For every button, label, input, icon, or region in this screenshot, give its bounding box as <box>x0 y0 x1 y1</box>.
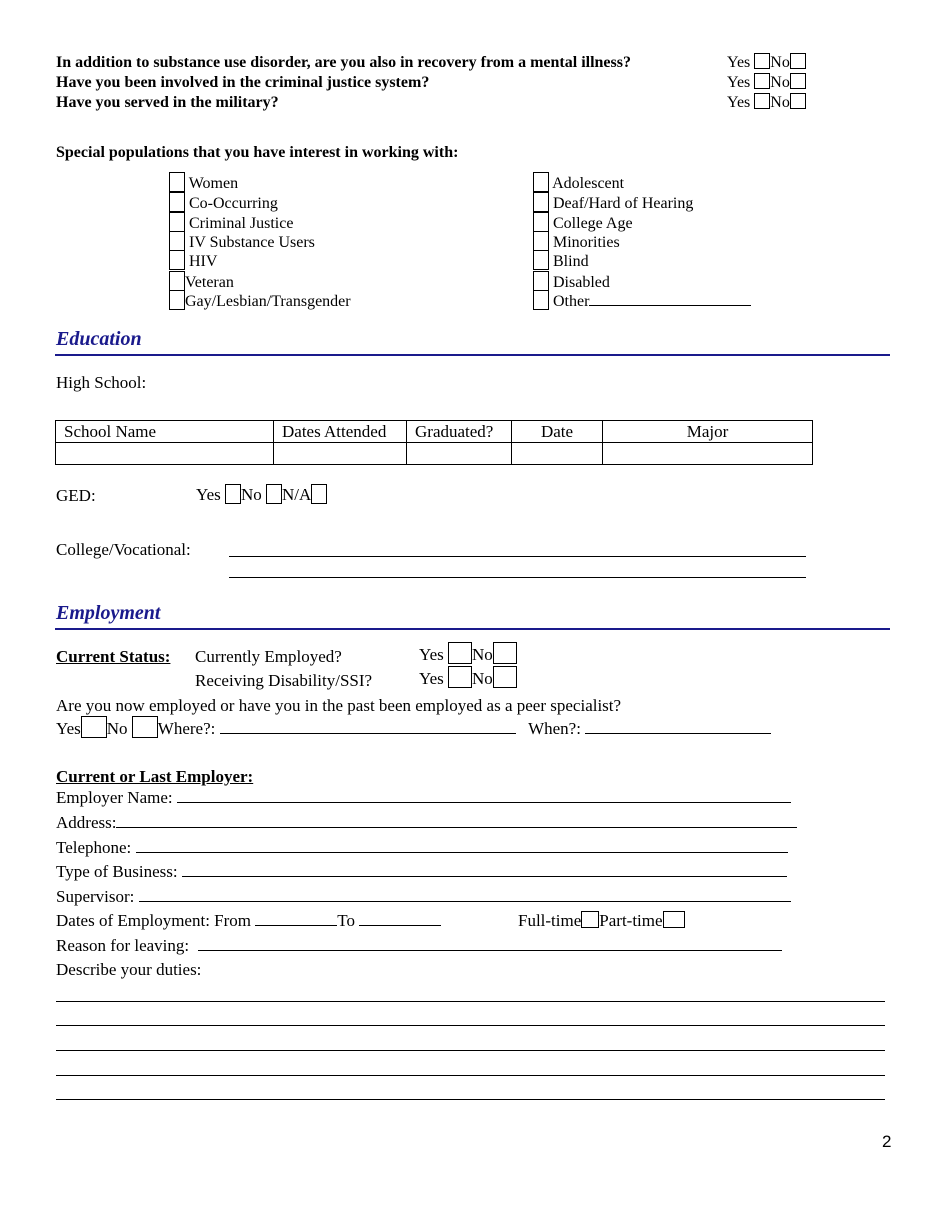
iv-users-checkbox[interactable] <box>169 231 185 251</box>
ged-no-label: No <box>241 485 262 504</box>
disabled-checkbox[interactable] <box>533 271 549 291</box>
duties-line-5[interactable] <box>56 1099 885 1100</box>
fulltime-checkbox[interactable] <box>581 911 599 928</box>
date-cell[interactable] <box>512 443 603 465</box>
disability-no-checkbox[interactable] <box>493 666 517 688</box>
pop-college-age <box>533 212 633 233</box>
pop-label: IV Substance Users <box>189 234 315 251</box>
women-checkbox[interactable] <box>169 172 185 192</box>
pop-disabled <box>533 271 610 292</box>
military-no-checkbox[interactable] <box>790 93 806 109</box>
pop-hiv <box>169 250 217 271</box>
table-row <box>56 443 813 465</box>
where-input[interactable] <box>220 719 516 734</box>
adolescent-checkbox[interactable] <box>533 172 549 192</box>
employed-no-checkbox[interactable] <box>493 642 517 664</box>
military-yes-checkbox[interactable] <box>754 93 770 109</box>
no-label: No <box>472 669 493 688</box>
pop-label: HIV <box>189 253 218 270</box>
duties-line-2[interactable] <box>56 1025 885 1026</box>
ged-yes-checkbox[interactable] <box>225 484 241 504</box>
ged-no-checkbox[interactable] <box>266 484 282 504</box>
reason-row <box>56 936 782 956</box>
dates-attended-cell[interactable] <box>274 443 407 465</box>
pop-label: College Age <box>553 215 633 232</box>
other-input[interactable] <box>589 291 751 306</box>
duties-label: Describe your duties: <box>56 960 202 979</box>
business-input[interactable] <box>182 862 787 877</box>
pop-label: Minorities <box>553 234 620 251</box>
no-label: No <box>106 719 128 738</box>
disability-options <box>419 666 517 689</box>
yes-label: Yes <box>727 74 751 91</box>
pop-adolescent <box>533 172 624 193</box>
employer-heading: Current or Last Employer: <box>56 767 254 786</box>
pop-label: Veteran <box>185 274 234 291</box>
question-mental-illness: In addition to substance use disorder, are you also in recovery from a mental illness? <box>56 54 631 71</box>
pop-deaf <box>533 192 693 213</box>
dates-row <box>56 911 441 931</box>
telephone-row <box>56 838 788 858</box>
pop-label: Women <box>188 175 239 192</box>
education-rule <box>55 354 890 356</box>
pop-iv-users <box>169 231 315 252</box>
populations-heading: Special populations that you have interest in working with: <box>56 144 459 161</box>
disability-yes-checkbox[interactable] <box>448 666 472 688</box>
school-name-cell[interactable] <box>56 443 274 465</box>
blind-checkbox[interactable] <box>533 250 549 270</box>
major-cell[interactable] <box>603 443 813 465</box>
pop-minorities <box>533 231 620 252</box>
header-school-name: School Name <box>56 421 274 443</box>
header-dates-attended: Dates Attended <box>274 421 407 443</box>
currently-employed-label: Currently Employed? <box>195 647 342 666</box>
pop-label: Other <box>553 293 590 310</box>
yes-label: Yes <box>727 54 751 71</box>
address-input[interactable] <box>116 813 797 828</box>
dates-to-label: To <box>337 911 355 930</box>
gay-lesbian-checkbox[interactable] <box>169 290 185 310</box>
peer-no-checkbox[interactable] <box>132 716 158 738</box>
pop-women <box>169 172 238 193</box>
college-label: College/Vocational: <box>56 540 191 559</box>
ged-options <box>196 484 327 505</box>
ged-na-label: N/A <box>282 485 312 504</box>
college-age-checkbox[interactable] <box>533 212 549 232</box>
supervisor-input[interactable] <box>139 887 791 902</box>
duties-line-4[interactable] <box>56 1075 885 1076</box>
pop-gay-lesbian <box>169 290 351 311</box>
ged-label: GED: <box>56 486 96 505</box>
employer-name-label: Employer Name: <box>56 788 173 807</box>
yes-label: Yes <box>727 94 751 111</box>
table-header-row <box>56 421 813 443</box>
pop-label: Deaf/Hard of Hearing <box>553 195 694 212</box>
education-title: Education <box>56 328 142 350</box>
minorities-checkbox[interactable] <box>533 231 549 251</box>
question-military: Have you served in the military? <box>56 94 279 111</box>
no-label: No <box>770 94 790 111</box>
date-to-input[interactable] <box>359 911 441 926</box>
pop-label: Blind <box>553 253 589 270</box>
employment-type-row <box>518 911 685 931</box>
yes-label: Yes <box>419 669 444 688</box>
deaf-checkbox[interactable] <box>533 192 549 212</box>
peer-answer-row <box>56 716 771 739</box>
supervisor-row <box>56 887 791 907</box>
current-status-label: Current Status: <box>56 647 171 666</box>
employment-title: Employment <box>56 602 161 624</box>
fulltime-label: Full-time <box>518 911 582 930</box>
when-label: When?: <box>528 719 581 738</box>
parttime-checkbox[interactable] <box>663 911 685 928</box>
pop-blind <box>533 250 589 271</box>
when-input[interactable] <box>585 719 771 734</box>
mental-illness-options <box>727 53 806 72</box>
business-row <box>56 862 787 882</box>
employer-name-row <box>56 788 791 808</box>
criminal-justice-options <box>727 73 806 92</box>
where-label: Where?: <box>157 719 216 738</box>
criminal-justice-checkbox[interactable] <box>169 212 185 232</box>
duties-line-3[interactable] <box>56 1050 885 1051</box>
military-options <box>727 93 806 112</box>
employer-name-input[interactable] <box>177 788 791 803</box>
pop-label: Adolescent <box>552 175 625 192</box>
header-major: Major <box>603 421 813 443</box>
business-label: Type of Business: <box>56 862 178 881</box>
telephone-label: Telephone: <box>56 838 132 857</box>
disability-label: Receiving Disability/SSI? <box>195 671 373 690</box>
peer-question: Are you now employed or have you in the past been employed as a peer specialist? <box>56 696 622 715</box>
ged-yes-label: Yes <box>196 485 221 504</box>
telephone-input[interactable] <box>136 838 788 853</box>
date-from-input[interactable] <box>255 911 337 926</box>
supervisor-label: Supervisor: <box>56 887 135 906</box>
mental-illness-yes-checkbox[interactable] <box>754 53 770 69</box>
page-number: 2 <box>882 1132 892 1151</box>
no-label: No <box>770 74 790 91</box>
college-line-2[interactable] <box>229 577 806 578</box>
no-label: No <box>472 645 493 664</box>
dates-from-label: Dates of Employment: From <box>56 911 252 930</box>
criminal-justice-yes-checkbox[interactable] <box>754 73 770 89</box>
reason-input[interactable] <box>198 936 782 951</box>
criminal-justice-no-checkbox[interactable] <box>790 73 806 89</box>
pop-veteran <box>169 271 234 292</box>
ged-na-checkbox[interactable] <box>311 484 327 504</box>
pop-label: Gay/Lesbian/Transgender <box>185 293 351 310</box>
yes-label: Yes <box>419 645 444 664</box>
pop-label: Disabled <box>553 274 610 291</box>
employment-rule <box>55 628 890 630</box>
currently-employed-options <box>419 642 517 665</box>
pop-other <box>533 290 751 311</box>
hiv-checkbox[interactable] <box>169 250 185 270</box>
high-school-table <box>55 420 813 465</box>
high-school-label: High School: <box>56 373 147 392</box>
address-label: Address: <box>56 813 117 832</box>
pop-label: Criminal Justice <box>189 215 294 232</box>
address-row <box>56 813 797 833</box>
header-graduated: Graduated? <box>407 421 512 443</box>
pop-label: Co-Occurring <box>189 195 278 212</box>
employed-yes-checkbox[interactable] <box>448 642 472 664</box>
college-line-1[interactable] <box>229 556 806 557</box>
other-checkbox[interactable] <box>533 290 549 310</box>
peer-yes-checkbox[interactable] <box>81 716 107 738</box>
graduated-cell[interactable] <box>407 443 512 465</box>
mental-illness-no-checkbox[interactable] <box>790 53 806 69</box>
header-date: Date <box>512 421 603 443</box>
yes-label: Yes <box>56 719 81 738</box>
duties-line-1[interactable] <box>56 1001 885 1002</box>
co-occurring-checkbox[interactable] <box>169 192 185 212</box>
veteran-checkbox[interactable] <box>169 271 185 291</box>
parttime-label: Part-time <box>599 911 663 930</box>
reason-label: Reason for leaving: <box>56 936 190 955</box>
pop-co-occurring <box>169 192 278 213</box>
no-label: No <box>770 54 790 71</box>
pop-criminal-justice <box>169 212 293 233</box>
question-criminal-justice: Have you been involved in the criminal justice system? <box>56 74 430 91</box>
